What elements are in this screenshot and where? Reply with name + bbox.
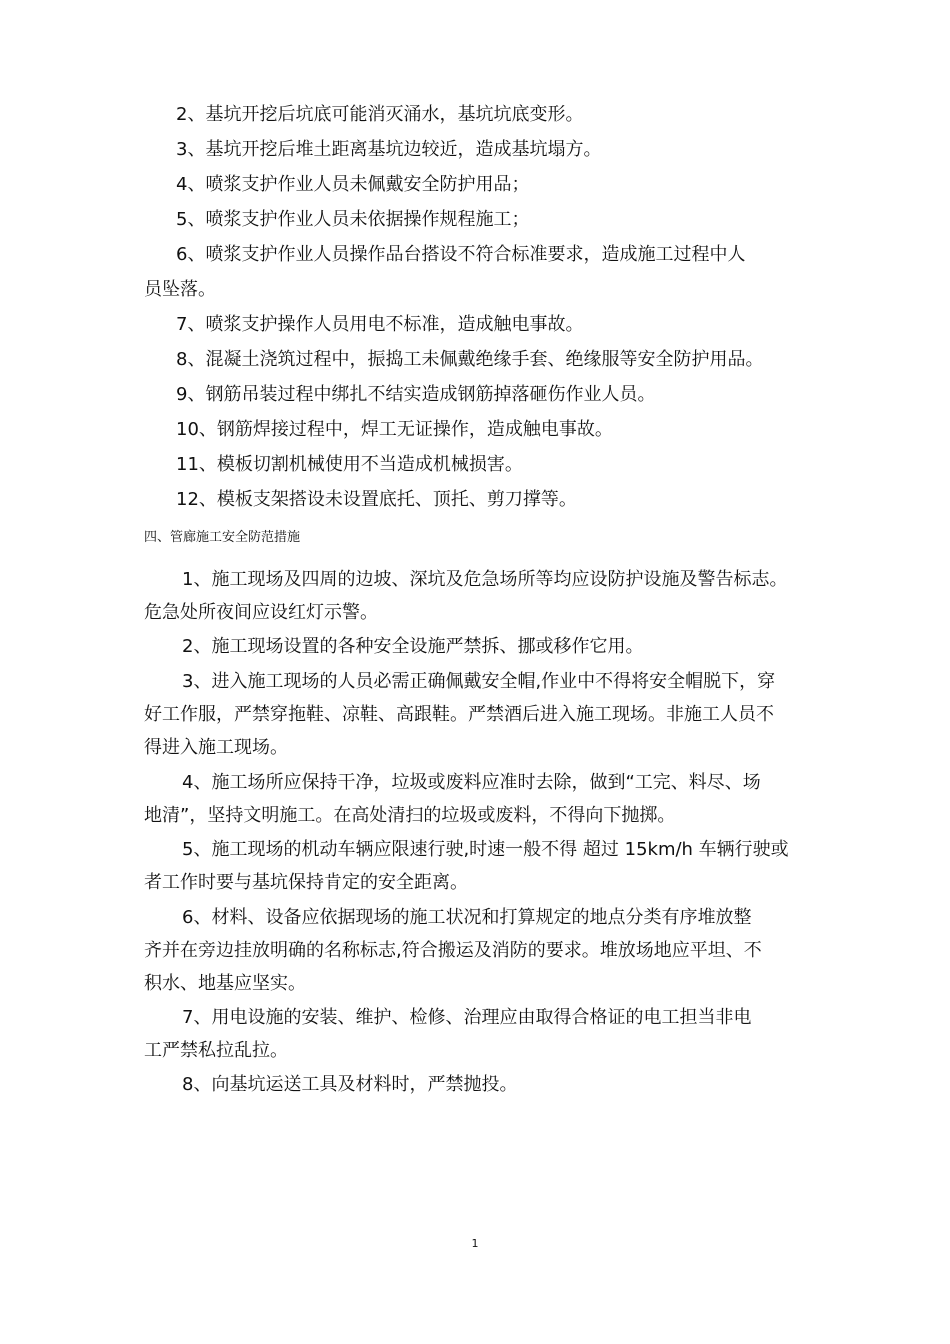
measure-line: 得进入施工现场。 bbox=[144, 737, 288, 758]
measure-line: 地清”，坚持文明施工。在高处清扫的垃圾或废料，不得向下抛掷。 bbox=[144, 805, 676, 826]
measure-line: 危急处所夜间应设红灯示警。 bbox=[144, 602, 378, 623]
risk-item-8: 8、混凝土浇筑过程中，振捣工未佩戴绝缘手套、绝缘服等安全防护用品。 bbox=[176, 349, 764, 370]
measure-line: 者工作时要与基坑保持肯定的安全距离。 bbox=[144, 872, 468, 893]
section-heading: 四、管廊施工安全防范措施 bbox=[144, 530, 301, 545]
risk-item-11: 11、模板切割机械使用不当造成机械损害。 bbox=[176, 454, 523, 475]
measure-line: 齐并在旁边挂放明确的名称标志,符合搬运及消防的要求。堆放场地应平坦、不 bbox=[144, 940, 762, 961]
risk-item-10: 10、钢筋焊接过程中，焊工无证操作，造成触电事故。 bbox=[176, 419, 613, 440]
measure-line: 6、材料、设备应依据现场的施工状况和打算规定的地点分类有序堆放整 bbox=[182, 907, 752, 928]
risk-item-12: 12、模板支架搭设未设置底托、顶托、剪刀撑等。 bbox=[176, 489, 577, 510]
measure-line: 4、施工场所应保持干净，垃圾或废料应准时去除，做到“工完、料尽、场 bbox=[182, 772, 761, 793]
risk-item-6-cont: 员坠落。 bbox=[144, 279, 216, 300]
risk-item-4: 4、喷浆支护作业人员未佩戴安全防护用品； bbox=[176, 174, 530, 195]
risk-item-3: 3、基坑开挖后堆土距离基坑边较近，造成基坑塌方。 bbox=[176, 139, 602, 160]
risk-item-9: 9、钢筋吊装过程中绑扎不结实造成钢筋掉落砸伤作业人员。 bbox=[176, 384, 656, 405]
measure-line: 积水、地基应坚实。 bbox=[144, 973, 306, 994]
risk-item-2: 2、基坑开挖后坑底可能消灭涌水，基坑坑底变形。 bbox=[176, 104, 584, 125]
measure-line: 好工作服，严禁穿拖鞋、凉鞋、高跟鞋。严禁酒后进入施工现场。非施工人员不 bbox=[144, 704, 774, 725]
measure-line: 2、施工现场设置的各种安全设施严禁拆、挪或移作它用。 bbox=[182, 636, 644, 657]
measure-line: 7、用电设施的安装、维护、检修、治理应由取得合格证的电工担当非电 bbox=[182, 1007, 752, 1028]
page-number: 1 bbox=[471, 1237, 479, 1250]
measure-line: 1、施工现场及四周的边坡、深坑及危急场所等均应设防护设施及警告标志。 bbox=[182, 569, 788, 590]
risk-item-6: 6、喷浆支护作业人员操作品台搭设不符合标准要求，造成施工过程中人 bbox=[176, 244, 746, 265]
risk-item-5: 5、喷浆支护作业人员未依据操作规程施工； bbox=[176, 209, 530, 230]
measure-line: 8、向基坑运送工具及材料时，严禁抛投。 bbox=[182, 1074, 518, 1095]
measure-line: 工严禁私拉乱拉。 bbox=[144, 1040, 288, 1061]
measure-line: 3、进入施工现场的人员必需正确佩戴安全帽,作业中不得将安全帽脱下，穿 bbox=[182, 671, 776, 692]
measure-line: 5、施工现场的机动车辆应限速行驶,时速一般不得 超过 15km/h 车辆行驶或 bbox=[182, 839, 789, 860]
risk-item-7: 7、喷浆支护操作人员用电不标准，造成触电事故。 bbox=[176, 314, 584, 335]
